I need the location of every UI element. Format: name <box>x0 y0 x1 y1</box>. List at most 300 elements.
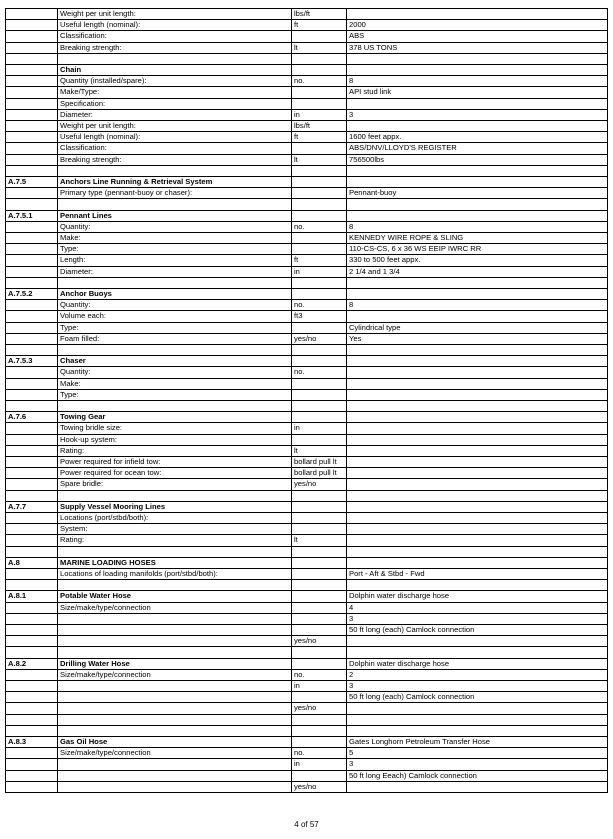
unit-cell <box>292 199 347 210</box>
table-row <box>6 165 608 176</box>
table-row <box>6 781 608 792</box>
unit-cell <box>292 87 347 98</box>
section-number-cell <box>6 322 58 333</box>
section-number-cell <box>6 457 58 468</box>
table-row <box>6 524 608 535</box>
unit-cell: no. <box>292 221 347 232</box>
field-value-cell <box>347 546 608 557</box>
field-label-cell <box>58 781 292 792</box>
section-number-cell <box>6 277 58 288</box>
unit-cell <box>292 557 347 568</box>
section-number-cell <box>6 199 58 210</box>
section-number-cell <box>6 143 58 154</box>
section-number-cell <box>6 524 58 535</box>
unit-cell <box>292 513 347 524</box>
section-number-cell <box>6 401 58 412</box>
field-value-cell <box>347 98 608 109</box>
unit-cell <box>292 714 347 725</box>
field-label-cell: Locations of loading manifolds (port/stbd/both): <box>58 569 292 580</box>
field-value-cell <box>347 557 608 568</box>
field-value-cell <box>347 535 608 546</box>
page-number: 4 of 57 <box>294 820 319 829</box>
field-value-cell: 8 <box>347 76 608 87</box>
section-number-cell <box>6 154 58 165</box>
table-row <box>6 42 608 53</box>
field-label-cell: Chain <box>58 65 292 76</box>
section-number-cell <box>6 87 58 98</box>
section-number-cell <box>6 266 58 277</box>
field-value-cell <box>347 356 608 367</box>
table-row <box>6 445 608 456</box>
table-row <box>6 703 608 714</box>
table-row <box>6 490 608 501</box>
field-value-cell: Port - Aft & Stbd - Fwd <box>347 569 608 580</box>
unit-cell <box>292 244 347 255</box>
unit-cell <box>292 725 347 736</box>
table-row <box>6 20 608 31</box>
section-number-cell <box>6 233 58 244</box>
section-number-cell: A.7.6 <box>6 412 58 423</box>
table-row <box>6 479 608 490</box>
field-value-cell <box>347 277 608 288</box>
field-label-cell: Length: <box>58 255 292 266</box>
field-label-cell <box>58 681 292 692</box>
field-value-cell <box>347 468 608 479</box>
section-number-cell <box>6 625 58 636</box>
unit-cell <box>292 602 347 613</box>
section-number-cell: A.7.5.1 <box>6 210 58 221</box>
unit-cell <box>292 345 347 356</box>
field-label-cell <box>58 165 292 176</box>
unit-cell: in <box>292 266 347 277</box>
section-number-cell <box>6 546 58 557</box>
field-value-cell <box>347 714 608 725</box>
field-value-cell <box>347 401 608 412</box>
field-label-cell <box>58 703 292 714</box>
field-label-cell <box>58 53 292 64</box>
field-label-cell: Quantity (installed/spare): <box>58 76 292 87</box>
field-label-cell: MARINE LOADING HOSES <box>58 557 292 568</box>
table-row <box>6 277 608 288</box>
field-label-cell: Weight per unit length: <box>58 121 292 132</box>
field-value-cell: 3 <box>347 681 608 692</box>
table-row <box>6 737 608 748</box>
table-row <box>6 546 608 557</box>
table-row <box>6 557 608 568</box>
field-label-cell: Supply Vessel Mooring Lines <box>58 501 292 512</box>
table-row <box>6 401 608 412</box>
section-number-cell <box>6 98 58 109</box>
section-number-cell <box>6 423 58 434</box>
field-value-cell <box>347 580 608 591</box>
unit-cell <box>292 546 347 557</box>
field-value-cell: Pennant-buoy <box>347 188 608 199</box>
field-label-cell: Useful length (nominal): <box>58 132 292 143</box>
section-number-cell <box>6 367 58 378</box>
field-label-cell <box>58 345 292 356</box>
section-number-cell <box>6 770 58 781</box>
section-number-cell <box>6 9 58 20</box>
field-value-cell <box>347 289 608 300</box>
table-row <box>6 602 608 613</box>
unit-cell <box>292 98 347 109</box>
section-number-cell <box>6 692 58 703</box>
table-row <box>6 311 608 322</box>
section-number-cell <box>6 345 58 356</box>
unit-cell <box>292 143 347 154</box>
field-label-cell: Useful length (nominal): <box>58 20 292 31</box>
section-number-cell <box>6 580 58 591</box>
section-number-cell <box>6 445 58 456</box>
section-number-cell <box>6 244 58 255</box>
field-label-cell: Locations (port/stbd/both): <box>58 513 292 524</box>
table-row <box>6 759 608 770</box>
unit-cell: bollard pull lt <box>292 468 347 479</box>
field-value-cell: KENNEDY WIRE ROPE & SLING <box>347 233 608 244</box>
field-label-cell: Classification: <box>58 143 292 154</box>
section-number-cell: A.8.2 <box>6 658 58 669</box>
table-row <box>6 300 608 311</box>
field-label-cell: Make: <box>58 378 292 389</box>
field-value-cell <box>347 345 608 356</box>
section-number-cell <box>6 669 58 680</box>
unit-cell <box>292 65 347 76</box>
table-row <box>6 591 608 602</box>
field-label-cell <box>58 636 292 647</box>
table-row <box>6 636 608 647</box>
section-number-cell <box>6 255 58 266</box>
field-value-cell: 2 1/4 and 1 3/4 <box>347 266 608 277</box>
section-number-cell <box>6 300 58 311</box>
unit-cell: lbs/ft <box>292 121 347 132</box>
field-value-cell <box>347 165 608 176</box>
field-label-cell <box>58 692 292 703</box>
field-value-cell <box>347 389 608 400</box>
unit-cell: ft <box>292 132 347 143</box>
field-label-cell: Power required for ocean tow: <box>58 468 292 479</box>
field-value-cell <box>347 177 608 188</box>
section-number-cell: A.7.5 <box>6 177 58 188</box>
unit-cell <box>292 233 347 244</box>
table-row <box>6 613 608 624</box>
section-number-cell <box>6 636 58 647</box>
unit-cell <box>292 625 347 636</box>
table-row <box>6 199 608 210</box>
field-label-cell: Size/make/type/connection <box>58 602 292 613</box>
field-value-cell <box>347 9 608 20</box>
section-number-cell: A.7.5.3 <box>6 356 58 367</box>
field-label-cell: Type: <box>58 244 292 255</box>
section-number-cell: A.8.3 <box>6 737 58 748</box>
section-number-cell <box>6 759 58 770</box>
field-value-cell: 330 to 500 feet appx. <box>347 255 608 266</box>
table-row <box>6 535 608 546</box>
section-number-cell <box>6 42 58 53</box>
unit-cell: lt <box>292 154 347 165</box>
field-value-cell: 5 <box>347 748 608 759</box>
section-number-cell <box>6 602 58 613</box>
field-value-cell <box>347 412 608 423</box>
field-label-cell: Rating: <box>58 445 292 456</box>
unit-cell: ft3 <box>292 311 347 322</box>
field-value-cell: Cylindrical type <box>347 322 608 333</box>
field-value-cell <box>347 457 608 468</box>
table-row <box>6 244 608 255</box>
field-label-cell: Quantity: <box>58 300 292 311</box>
field-label-cell: Rating: <box>58 535 292 546</box>
specification-table <box>5 8 608 793</box>
field-label-cell <box>58 580 292 591</box>
table-row <box>6 266 608 277</box>
unit-cell: no. <box>292 748 347 759</box>
field-value-cell: 110-CS-CS, 6 x 36 WS EEIP IWRC RR <box>347 244 608 255</box>
table-row <box>6 569 608 580</box>
section-number-cell <box>6 31 58 42</box>
table-row <box>6 87 608 98</box>
table-row <box>6 132 608 143</box>
field-label-cell: Anchor Buoys <box>58 289 292 300</box>
table-row <box>6 9 608 20</box>
section-number-cell <box>6 748 58 759</box>
field-label-cell <box>58 770 292 781</box>
field-value-cell: 3 <box>347 109 608 120</box>
table-row <box>6 681 608 692</box>
table-row <box>6 333 608 344</box>
field-value-cell: Yes <box>347 333 608 344</box>
unit-cell <box>292 378 347 389</box>
unit-cell <box>292 647 347 658</box>
unit-cell <box>292 569 347 580</box>
unit-cell <box>292 188 347 199</box>
section-number-cell <box>6 132 58 143</box>
unit-cell <box>292 434 347 445</box>
unit-cell: lbs/ft <box>292 9 347 20</box>
unit-cell <box>292 490 347 501</box>
section-number-cell <box>6 490 58 501</box>
table-row <box>6 389 608 400</box>
unit-cell <box>292 322 347 333</box>
unit-cell: in <box>292 759 347 770</box>
field-value-cell: Dolphin water discharge hose <box>347 658 608 669</box>
field-value-cell: Dolphin water discharge hose <box>347 591 608 602</box>
table-row <box>6 177 608 188</box>
unit-cell <box>292 401 347 412</box>
table-row <box>6 658 608 669</box>
table-row <box>6 625 608 636</box>
unit-cell: yes/no <box>292 703 347 714</box>
table-row <box>6 692 608 703</box>
table-row <box>6 378 608 389</box>
field-label-cell <box>58 490 292 501</box>
field-value-cell <box>347 378 608 389</box>
field-value-cell: 1600 feet appx. <box>347 132 608 143</box>
unit-cell: in <box>292 109 347 120</box>
section-number-cell: A.7.5.2 <box>6 289 58 300</box>
unit-cell <box>292 289 347 300</box>
table-row <box>6 367 608 378</box>
table-row <box>6 434 608 445</box>
unit-cell <box>292 356 347 367</box>
unit-cell: no. <box>292 76 347 87</box>
field-value-cell <box>347 490 608 501</box>
section-number-cell <box>6 479 58 490</box>
field-label-cell: Specification: <box>58 98 292 109</box>
field-value-cell: 8 <box>347 221 608 232</box>
table-row <box>6 154 608 165</box>
section-number-cell <box>6 53 58 64</box>
field-value-cell <box>347 311 608 322</box>
field-value-cell: ABS/DNV/LLOYD'S REGISTER <box>347 143 608 154</box>
field-value-cell: 4 <box>347 602 608 613</box>
field-value-cell <box>347 524 608 535</box>
field-value-cell: API stud link <box>347 87 608 98</box>
field-label-cell: Weight per unit length: <box>58 9 292 20</box>
table-row <box>6 121 608 132</box>
unit-cell: yes/no <box>292 636 347 647</box>
field-value-cell: 2 <box>347 669 608 680</box>
field-label-cell: Drilling Water Hose <box>58 658 292 669</box>
unit-cell <box>292 501 347 512</box>
field-label-cell: System: <box>58 524 292 535</box>
field-value-cell <box>347 121 608 132</box>
table-row <box>6 356 608 367</box>
field-label-cell: Classification: <box>58 31 292 42</box>
table-row <box>6 289 608 300</box>
section-number-cell: A.7.7 <box>6 501 58 512</box>
unit-cell <box>292 31 347 42</box>
field-label-cell: Size/make/type/connection <box>58 748 292 759</box>
field-value-cell <box>347 423 608 434</box>
field-label-cell: Hook-up system: <box>58 434 292 445</box>
unit-cell <box>292 210 347 221</box>
unit-cell: in <box>292 423 347 434</box>
table-row <box>6 725 608 736</box>
unit-cell: no. <box>292 367 347 378</box>
section-number-cell <box>6 513 58 524</box>
unit-cell: yes/no <box>292 479 347 490</box>
section-number-cell <box>6 703 58 714</box>
field-value-cell <box>347 781 608 792</box>
table-row <box>6 669 608 680</box>
field-value-cell: 378 US TONS <box>347 42 608 53</box>
field-label-cell: Make: <box>58 233 292 244</box>
field-label-cell: Spare bridle: <box>58 479 292 490</box>
field-label-cell: Anchors Line Running & Retrieval System <box>58 177 292 188</box>
unit-cell: lt <box>292 535 347 546</box>
field-label-cell: Pennant Lines <box>58 210 292 221</box>
section-number-cell <box>6 725 58 736</box>
field-label-cell: Quantity: <box>58 221 292 232</box>
unit-cell <box>292 277 347 288</box>
field-value-cell <box>347 53 608 64</box>
table-row <box>6 233 608 244</box>
section-number-cell <box>6 434 58 445</box>
table-row <box>6 412 608 423</box>
field-value-cell <box>347 647 608 658</box>
field-value-cell <box>347 199 608 210</box>
section-number-cell <box>6 569 58 580</box>
field-label-cell: Type: <box>58 389 292 400</box>
table-row <box>6 221 608 232</box>
unit-cell: no. <box>292 300 347 311</box>
field-label-cell: Breaking strength: <box>58 154 292 165</box>
section-number-cell <box>6 647 58 658</box>
field-label-cell: Type: <box>58 322 292 333</box>
field-value-cell <box>347 636 608 647</box>
field-value-cell <box>347 434 608 445</box>
field-label-cell: Towing Gear <box>58 412 292 423</box>
section-number-cell <box>6 121 58 132</box>
table-row <box>6 468 608 479</box>
field-label-cell <box>58 401 292 412</box>
section-number-cell <box>6 165 58 176</box>
field-value-cell: 3 <box>347 613 608 624</box>
unit-cell: lt <box>292 42 347 53</box>
table-row <box>6 98 608 109</box>
field-value-cell: 50 ft long (each) Camlock connection <box>347 625 608 636</box>
section-number-cell <box>6 333 58 344</box>
table-row <box>6 647 608 658</box>
table-row <box>6 748 608 759</box>
field-value-cell <box>347 65 608 76</box>
field-label-cell <box>58 647 292 658</box>
field-label-cell: Potable Water Hose <box>58 591 292 602</box>
section-number-cell <box>6 613 58 624</box>
field-label-cell <box>58 613 292 624</box>
field-label-cell <box>58 725 292 736</box>
section-number-cell <box>6 468 58 479</box>
table-row <box>6 53 608 64</box>
table-row <box>6 345 608 356</box>
table-row <box>6 714 608 725</box>
field-label-cell: Power required for infield tow: <box>58 457 292 468</box>
field-label-cell: Primary type (pennant-buoy or chaser): <box>58 188 292 199</box>
field-value-cell <box>347 479 608 490</box>
field-label-cell: Diameter: <box>58 109 292 120</box>
table-row <box>6 143 608 154</box>
unit-cell <box>292 177 347 188</box>
field-label-cell: Make/Type: <box>58 87 292 98</box>
field-label-cell: Towing bridle size: <box>58 423 292 434</box>
unit-cell <box>292 53 347 64</box>
section-number-cell: A.8.1 <box>6 591 58 602</box>
field-label-cell <box>58 546 292 557</box>
section-number-cell: A.8 <box>6 557 58 568</box>
unit-cell <box>292 613 347 624</box>
field-label-cell <box>58 277 292 288</box>
unit-cell: yes/no <box>292 333 347 344</box>
field-label-cell: Foam filled: <box>58 333 292 344</box>
table-row <box>6 109 608 120</box>
field-value-cell: 50 ft long (each) Camlock connection <box>347 692 608 703</box>
table-row <box>6 188 608 199</box>
unit-cell: no. <box>292 669 347 680</box>
table-row <box>6 76 608 87</box>
unit-cell <box>292 412 347 423</box>
unit-cell <box>292 737 347 748</box>
field-label-cell: Diameter: <box>58 266 292 277</box>
section-number-cell <box>6 311 58 322</box>
section-number-cell <box>6 109 58 120</box>
table-row <box>6 65 608 76</box>
field-label-cell <box>58 714 292 725</box>
unit-cell <box>292 165 347 176</box>
field-value-cell: 8 <box>347 300 608 311</box>
unit-cell: yes/no <box>292 781 347 792</box>
unit-cell: in <box>292 681 347 692</box>
field-value-cell: ABS <box>347 31 608 42</box>
unit-cell: ft <box>292 20 347 31</box>
